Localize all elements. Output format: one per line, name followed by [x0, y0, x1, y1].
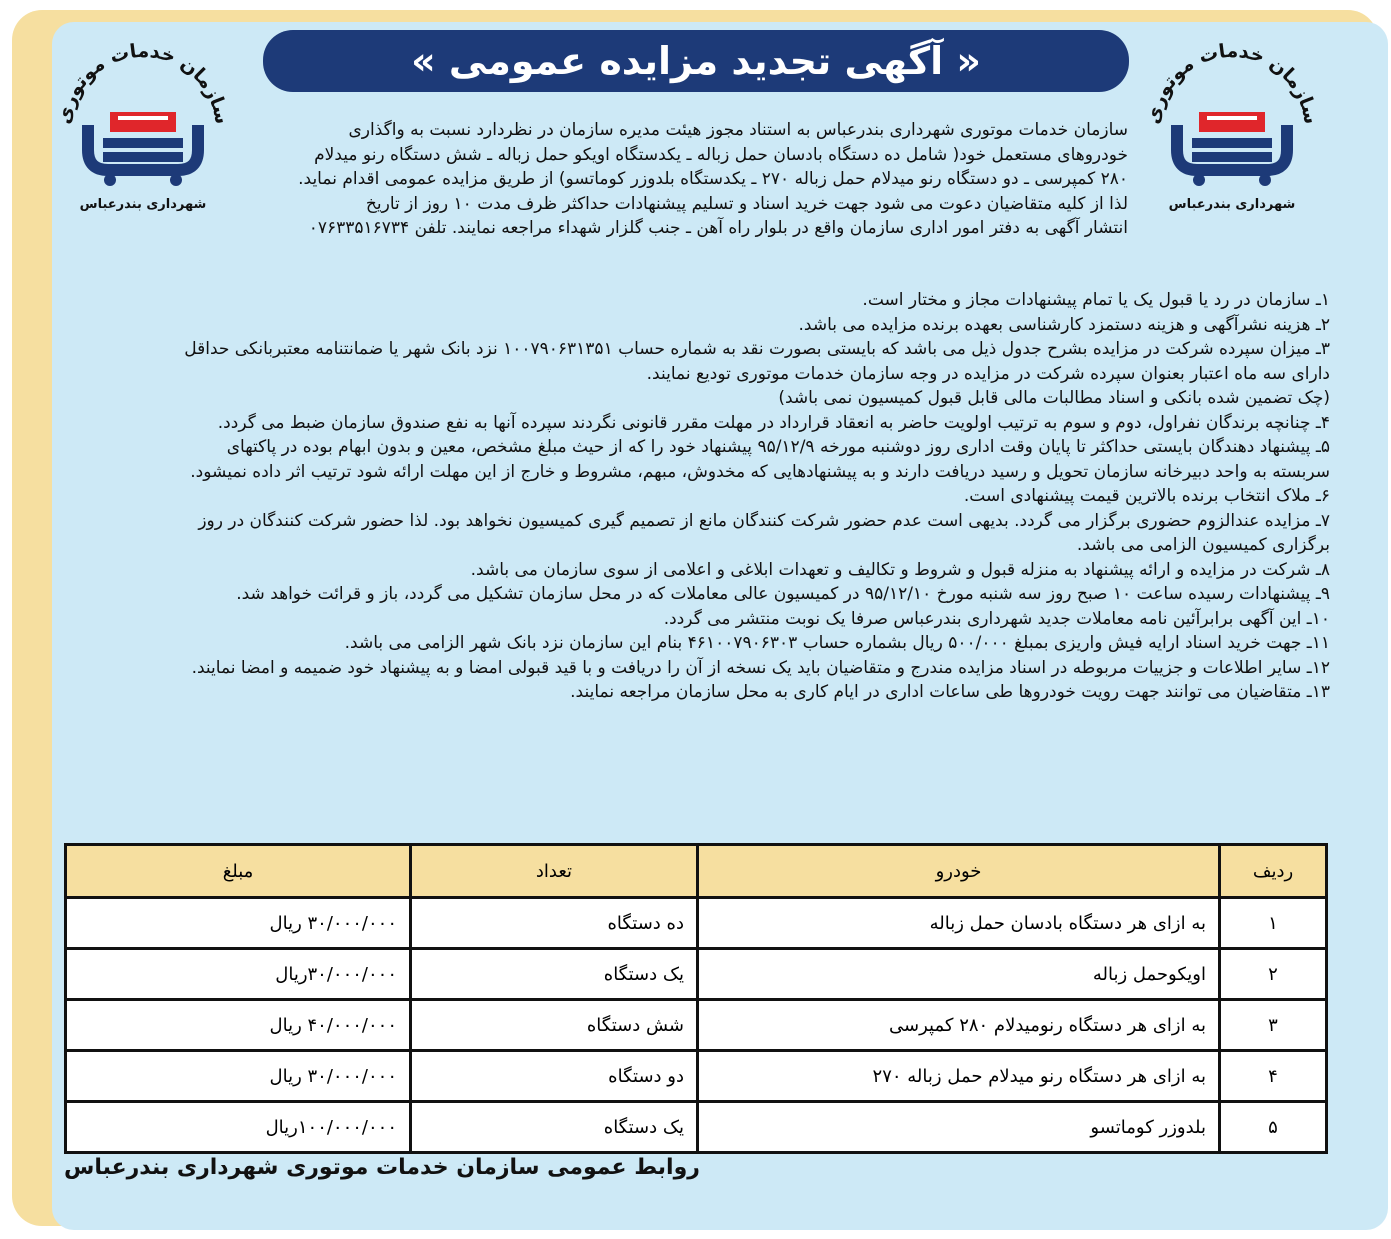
header-row-number: ردیف [1220, 845, 1327, 898]
logo-left [48, 30, 238, 220]
truck-logo-icon [1137, 30, 1327, 220]
clause-line: ۴ـ چنانچه برندگان نفراول، دوم و سوم به ترتیب اولویت حاضر به انعقاد قرارداد در مهلت مقرر قانونی نگردند سپرده آنها به نفع صندوق سازمان ضبط می گردد. [217, 412, 1330, 433]
cell-vehicle: به ازای هر دستگاه رنو میدلام حمل زباله ۲۷۰ [698, 1051, 1220, 1102]
clauses-list [60, 288, 1330, 705]
table-row [66, 898, 1327, 949]
cell-amount: ۳۰/۰۰۰/۰۰۰ ریال [66, 898, 411, 949]
clause-line: ۵ـ پیشنهاد دهندگان بایستی حداکثر تا پایان وقت اداری روز دوشنبه مورخه ۹۵/۱۲/۹ پیشنهاد خود را که از حیث مبلغ مشخص، معین و بدون ابهام بوده در پاکتهای [226, 437, 1330, 457]
vehicles-table [64, 843, 1328, 1154]
clause-line: ۳ـ میزان سپرده شرکت در مزایده بشرح جدول ذیل می باشد که بایستی بصورت نقد به شماره حساب ۱۰۰۷۹۰۶۳۱۳۵۱ نزد بانک شهر یا ضمانتنامه معتبربانکی حداقل [184, 339, 1330, 359]
logo-right [1137, 30, 1327, 220]
intro-line: سازمان خدمات موتوری شهرداری بندرعباس به استناد مجوز هیئت مدیره سازمان در نظردارد نسبت به واگذاری [348, 120, 1128, 140]
cell-vehicle: اویکوحمل زباله [698, 949, 1220, 1000]
cell-row-number: ۳ [1220, 1000, 1327, 1051]
cell-count: یک دستگاه [411, 1102, 698, 1153]
cell-amount: ۳۰/۰۰۰/۰۰۰ ریال [66, 1051, 411, 1102]
clause-line: دارای سه ماه اعتبار بعنوان سپرده شرکت در مزایده در وجه سازمان خدمات موتوری تودیع نمایند. [646, 363, 1330, 384]
clause-line: ۱ـ سازمان در رد یا قبول یک یا تمام پیشنهادات مجاز و مختار است. [862, 290, 1330, 310]
cell-row-number: ۴ [1220, 1051, 1327, 1102]
clause-line: ۱۳ـ متقاضیان می توانند جهت رویت خودروها طی ساعات اداری در ایام کاری به محل سازمان مراجعه نمایند. [570, 682, 1330, 702]
clause-line: ۱۰ـ این آگهی برابرآئین نامه معاملات جدید شهرداری بندرعباس صرفا یک نوبت منتشر می گردد. [663, 608, 1330, 629]
cell-row-number: ۱ [1220, 898, 1327, 949]
clause-line: ۷ـ مزایده عندالزوم حضوری برگزار می گردد. بدیهی است عدم حضور شرکت کنندگان مانع از تصمیم گیری کمیسیون نخواهد بود. لذا حضور شرکت کنندگان در روز [198, 510, 1330, 531]
cell-vehicle: بلدوزر کوماتسو [698, 1102, 1220, 1153]
cell-row-number: ۲ [1220, 949, 1327, 1000]
cell-row-number: ۵ [1220, 1102, 1327, 1153]
logo-top-text: سازمان خدمات موتوری [52, 39, 234, 126]
clause-line: (چک تضمین شده بانکی و اسناد مطالبات مالی قابل قبول کمیسیون نمی باشد) [778, 388, 1330, 408]
cell-vehicle: به ازای هر دستگاه رنومیدلام ۲۸۰ کمپرسی [698, 1000, 1220, 1051]
intro-line: ۲۸۰ کمپرسی ـ دو دستگاه رنو میدلام حمل زباله ۲۷۰ ـ یکدستگاه بلدوزر کوماتسو) از طریق مزایده عمومی اقدام نماید. [298, 169, 1128, 189]
table-row [66, 1000, 1327, 1051]
footer-credit: روابط عمومی سازمان خدمات موتوری شهرداری بندرعباس [64, 1155, 700, 1180]
header-count: تعداد [411, 845, 698, 898]
intro-paragraph [270, 118, 1128, 241]
table-row [66, 1051, 1327, 1102]
clause-line: ۲ـ هزینه نشرآگهی و هزینه دستمزد کارشناسی بعهده برنده مزایده می باشد. [798, 314, 1330, 335]
cell-vehicle: به ازای هر دستگاه بادسان حمل زباله [698, 898, 1220, 949]
cell-amount: ۳۰/۰۰۰/۰۰۰ریال [66, 949, 411, 1000]
logo-bottom-text: شهرداری بندرعباس [1168, 197, 1296, 212]
cell-amount: ۴۰/۰۰۰/۰۰۰ ریال [66, 1000, 411, 1051]
header-amount: مبلغ [66, 845, 411, 898]
table-row [66, 1102, 1327, 1153]
table-header-row [66, 845, 1327, 898]
clause-line: ۱۲ـ سایر اطلاعات و جزییات مربوطه در اسناد مزایده مندرج و متقاضیان باید یک نسخه از آن را دریافت و با قید قبولی امضا و به پیشنهاد خود ضمیمه و امضا نمایند. [191, 657, 1330, 678]
clause-line: ۸ـ شرکت در مزایده و ارائه پیشنهاد به منزله قبول و شروط و تکالیف و تعهدات ابلاغی و اعلامی از سوی سازمان می باشد. [470, 559, 1330, 580]
clause-line: سربسته به واحد دبیرخانه سازمان تحویل و رسید دریافت دارند و به پیشنهادهایی که مخدوش، مبهم، مشروط و خارج از این مهلت ارائه شود ترتیب اثر داده نمیشود. [190, 461, 1330, 482]
cell-count: شش دستگاه [411, 1000, 698, 1051]
header-vehicle: خودرو [698, 845, 1220, 898]
truck-logo-icon [48, 30, 238, 220]
cell-amount: ۱۰۰/۰۰۰/۰۰۰ریال [66, 1102, 411, 1153]
clause-line: ۶ـ ملاک انتخاب برنده بالاترین قیمت پیشنهادی است. [963, 486, 1330, 506]
intro-line: انتشار آگهی به دفتر امور اداری سازمان واقع در بلوار راه آهن ـ جنب گلزار شهداء مراجعه نمایند. تلفن ۰۷۶۳۳۵۱۶۷۳۴ [308, 218, 1128, 238]
clause-line: ۹ـ پیشنهادات رسیده ساعت ۱۰ صبح روز سه شنبه مورخ ۹۵/۱۲/۱۰ در کمیسیون عالی معاملات که در محل سازمان تشکیل می گردد، باز و قرائت خواهد شد. [236, 584, 1330, 604]
page-title: « آگهی تجدید مزایده عمومی » [263, 30, 1129, 92]
logo-top-text: سازمان خدمات موتوری [1141, 39, 1323, 126]
cell-count: دو دستگاه [411, 1051, 698, 1102]
intro-line: خودروهای مستعمل خود( شامل ده دستگاه بادسان حمل زباله ـ یکدستگاه اویکو حمل زباله ـ شش دستگاه رنو میدلام [314, 144, 1128, 165]
cell-count: یک دستگاه [411, 949, 698, 1000]
cell-count: ده دستگاه [411, 898, 698, 949]
table-row [66, 949, 1327, 1000]
logo-bottom-text: شهرداری بندرعباس [79, 197, 207, 212]
clause-line: ۱۱ـ جهت خرید اسناد ارایه فیش واریزی بمبلغ ۵۰۰/۰۰۰ ریال بشماره حساب ۴۶۱۰۰۷۹۰۶۳۰۳ بنام این سازمان نزد بانک شهر الزامی می باشد. [344, 633, 1330, 653]
intro-line: لذا از کلیه متقاضیان دعوت می شود جهت خرید اسناد و تسلیم پیشنهادات حداکثر ظرف مدت ۱۰ روز از تاریخ [365, 193, 1128, 214]
clause-line: برگزاری کمیسیون الزامی می باشد. [1076, 535, 1330, 555]
